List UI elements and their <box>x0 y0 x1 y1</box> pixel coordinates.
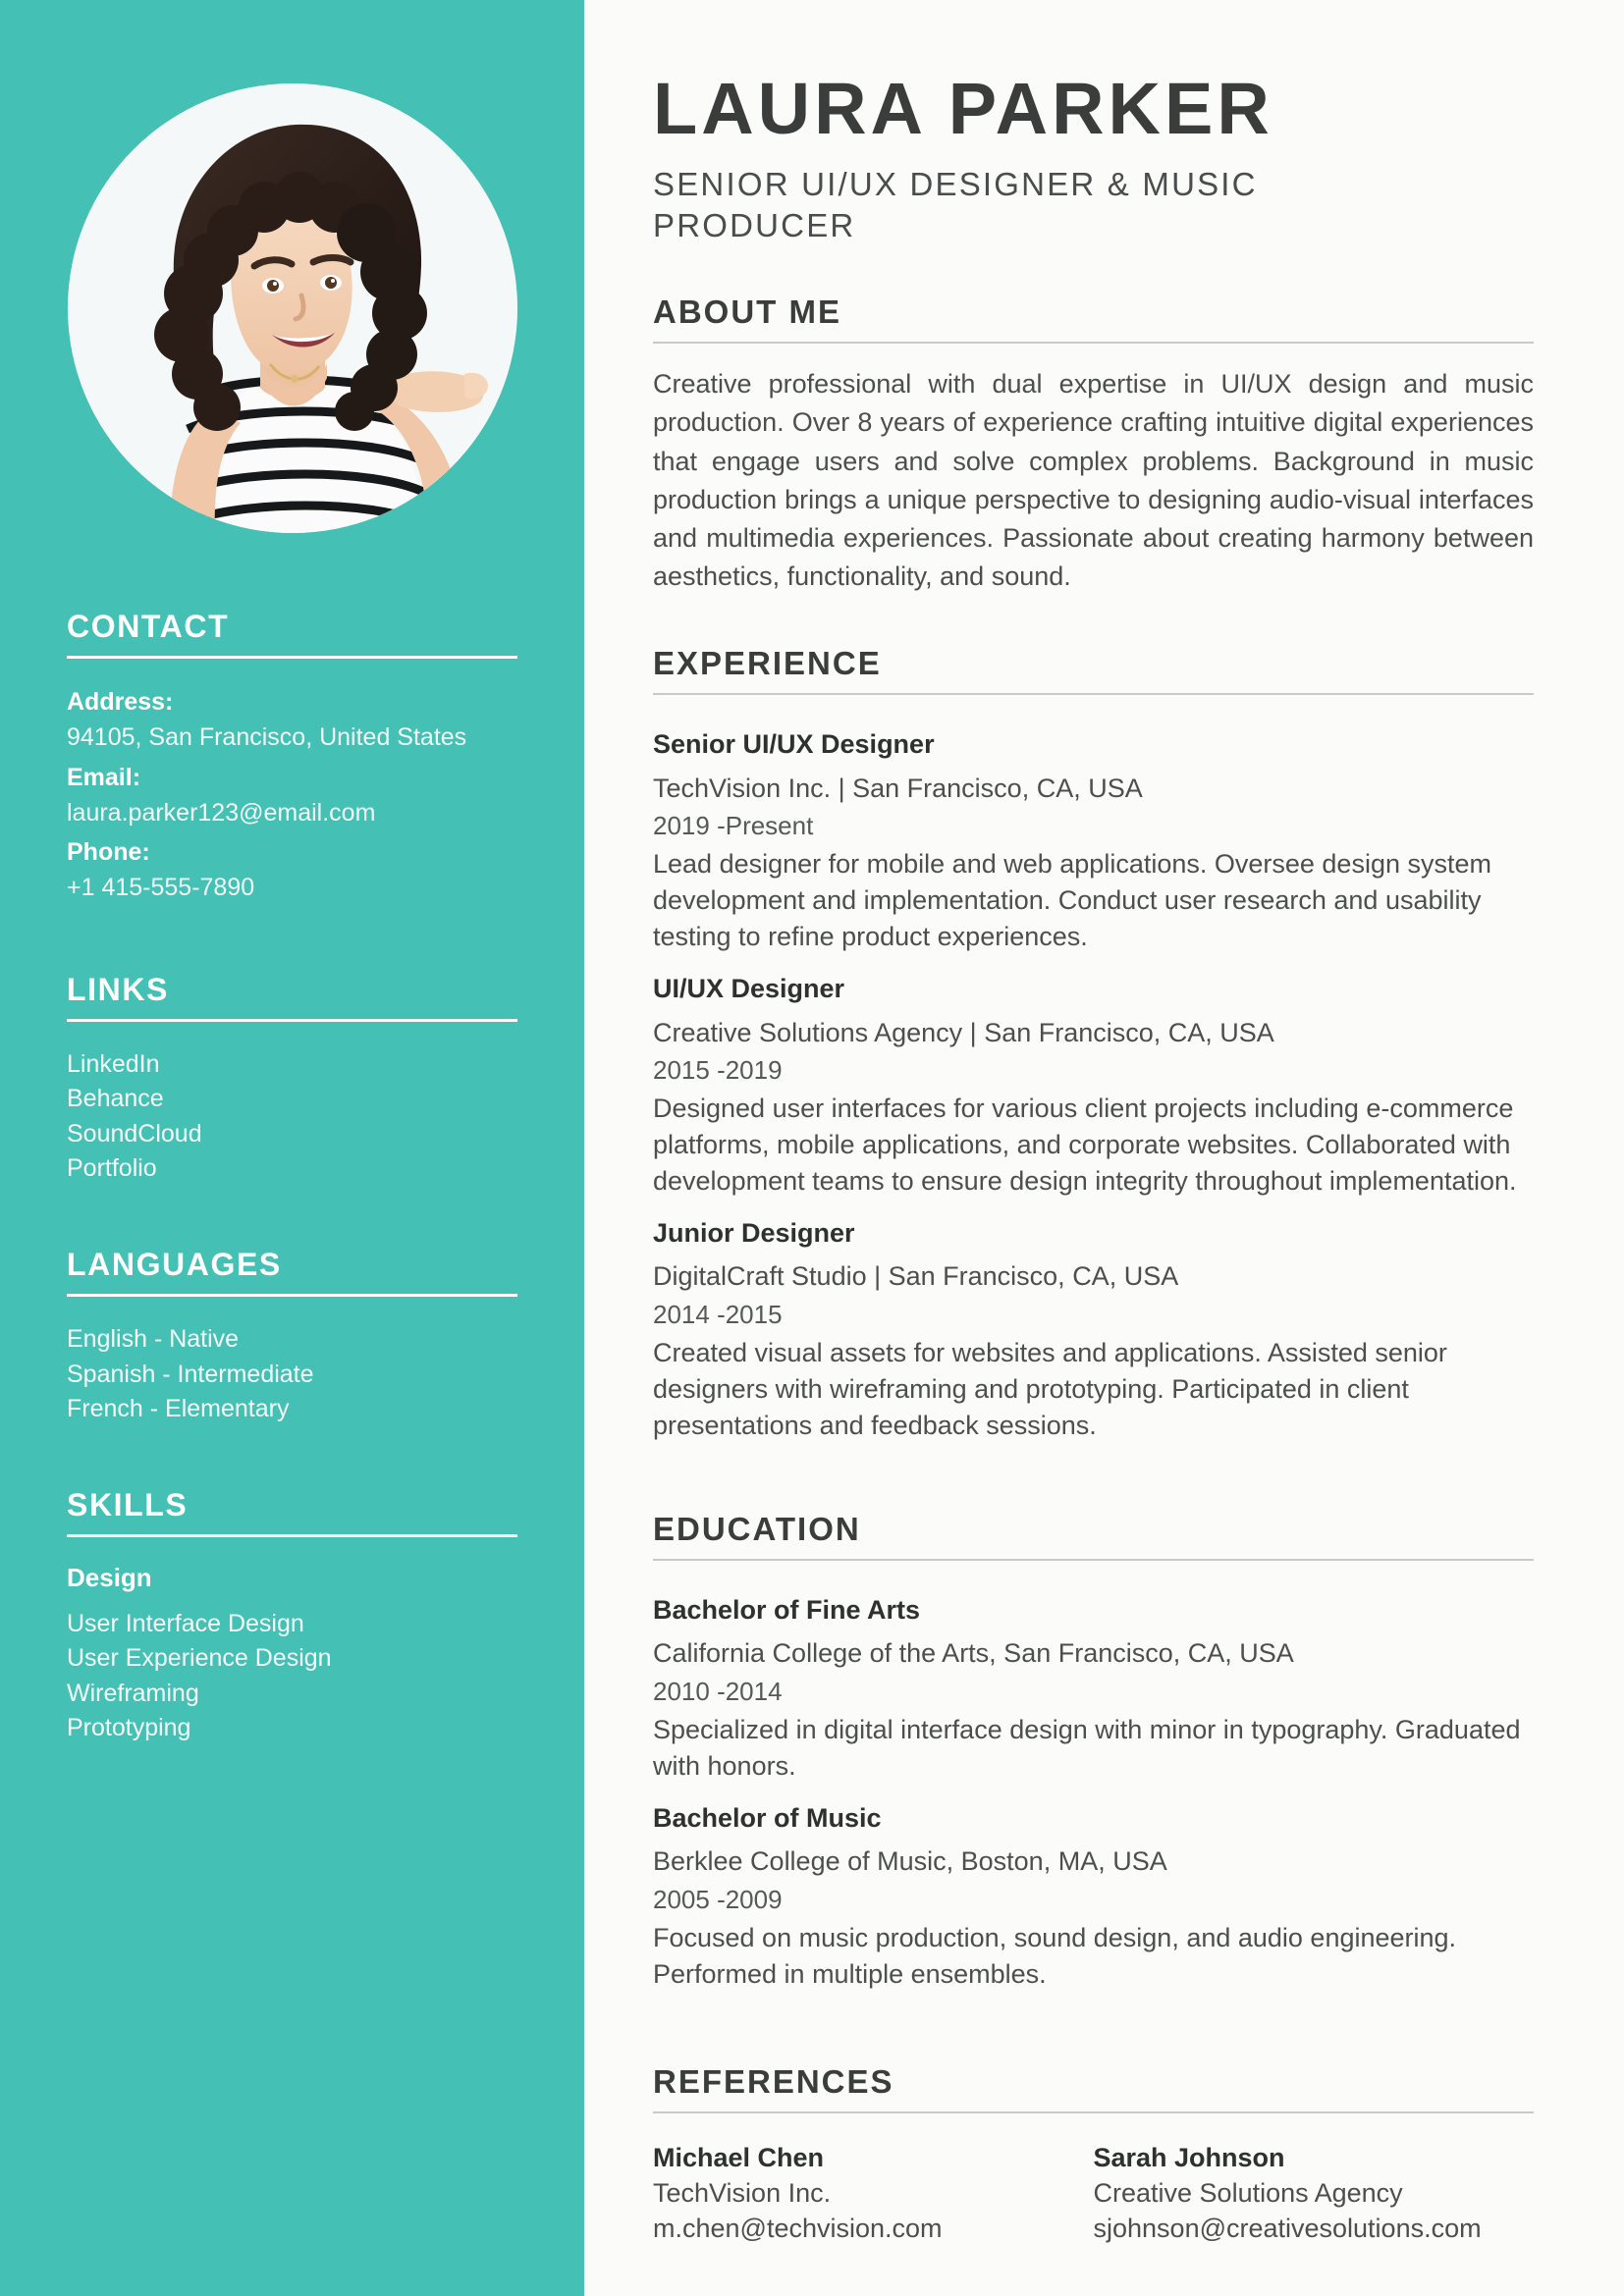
experience-section <box>653 645 1534 1444</box>
education-dates: 2010 -2014 <box>653 1676 783 1706</box>
education-divider <box>653 1559 1534 1561</box>
experience-description: Lead designer for mobile and web applications. Oversee design system development and implementation. Conduct user research and usability testing to refine product experiences. <box>653 849 1491 952</box>
profile-photo <box>68 83 517 533</box>
experience-org: Creative Solutions Agency | San Francisco, CA, USA <box>653 1017 1274 1047</box>
education-title: Bachelor of Fine Arts <box>653 1594 921 1625</box>
education-heading: EDUCATION <box>653 1510 861 1547</box>
languages-heading: LANGUAGES <box>67 1246 282 1282</box>
about-heading: ABOUT ME <box>653 294 841 331</box>
education-entry <box>653 1790 1534 1993</box>
language-item-french: French - Elementary <box>67 1395 290 1423</box>
link-item-linkedin[interactable]: LinkedIn <box>67 1049 160 1078</box>
education-title: Bachelor of Music <box>653 1802 882 1833</box>
skill-item-ui-design: User Interface Design <box>67 1609 304 1637</box>
link-item-behance[interactable]: Behance <box>67 1085 164 1113</box>
reference-email[interactable]: sjohnson@creativesolutions.com <box>1093 2213 1482 2243</box>
skills-divider <box>67 1534 517 1537</box>
about-divider <box>653 342 1534 344</box>
experience-title: Senior UI/UX Designer <box>653 729 935 760</box>
education-description: Focused on music production, sound design, and audio engineering. Performed in multiple ensembles. <box>653 1922 1457 1989</box>
phone-value[interactable]: +1 415-555-7890 <box>67 874 255 902</box>
skill-item-wireframing: Wireframing <box>67 1679 199 1707</box>
skills-heading: SKILLS <box>67 1486 189 1522</box>
links-heading: LINKS <box>67 971 169 1007</box>
candidate-name: LAURA PARKER <box>653 68 1273 149</box>
contact-section <box>0 610 584 910</box>
languages-divider <box>67 1294 517 1297</box>
experience-dates: 2015 -2019 <box>653 1055 783 1086</box>
references-divider <box>653 2111 1534 2113</box>
education-org: Berklee College of Music, Boston, MA, USA <box>653 1846 1167 1877</box>
languages-section <box>0 1248 584 1427</box>
contact-divider <box>67 656 517 659</box>
link-item-portfolio[interactable]: Portfolio <box>67 1154 157 1183</box>
experience-heading: EXPERIENCE <box>653 645 882 682</box>
experience-org: DigitalCraft Studio | San Francisco, CA, USA <box>653 1261 1179 1292</box>
skill-item-ux-design: User Experience Design <box>67 1644 332 1673</box>
reference-company: TechVision Inc. <box>653 2177 832 2208</box>
experience-dates: 2014 -2015 <box>653 1299 783 1329</box>
reference-name: Michael Chen <box>653 2142 825 2172</box>
education-section <box>653 1511 1534 1993</box>
portrait-illustration <box>68 83 517 533</box>
language-item-spanish: Spanish - Intermediate <box>67 1360 314 1388</box>
link-item-soundcloud[interactable]: SoundCloud <box>67 1119 202 1148</box>
language-item-english: English - Native <box>67 1325 240 1354</box>
experience-divider <box>653 693 1534 695</box>
skills-section <box>0 1488 584 1746</box>
reference-item <box>653 2135 1094 2247</box>
skill-item-prototyping: Prototyping <box>67 1714 191 1742</box>
experience-entry <box>653 717 1534 955</box>
experience-entry <box>653 1205 1534 1444</box>
experience-description: Designed user interfaces for various client projects including e-commerce platforms, mobile applications, and corporate websites. Collaborated with development teams to ensure design integrity throughout implementation. <box>653 1093 1517 1196</box>
education-org: California College of the Arts, San Francisco, CA, USA <box>653 1638 1294 1669</box>
reference-email[interactable]: m.chen@techvision.com <box>653 2213 943 2243</box>
links-section <box>0 973 584 1187</box>
about-section <box>653 294 1534 596</box>
education-dates: 2005 -2009 <box>653 1884 783 1914</box>
reference-company: Creative Solutions Agency <box>1093 2177 1403 2208</box>
sidebar <box>0 0 584 2296</box>
experience-entry <box>653 961 1534 1200</box>
experience-title: UI/UX Designer <box>653 974 845 1004</box>
links-divider <box>67 1019 517 1022</box>
references-section <box>653 2063 1534 2247</box>
experience-org: TechVision Inc. | San Francisco, CA, USA <box>653 773 1143 803</box>
candidate-subtitle: SENIOR UI/UX DESIGNER & MUSIC PRODUCER <box>653 165 1258 244</box>
address-value: 94105, San Francisco, United States <box>67 723 467 752</box>
experience-description: Created visual assets for websites and applications. Assisted senior designers with wireframing and prototyping. Participated in client presentations and feedback sessions. <box>653 1337 1447 1440</box>
education-entry <box>653 1582 1534 1785</box>
references-heading: REFERENCES <box>653 2062 894 2100</box>
email-label: Email: <box>67 763 141 791</box>
skills-group-name: Design <box>67 1562 152 1592</box>
contact-heading: CONTACT <box>67 609 230 644</box>
reference-name: Sarah Johnson <box>1093 2142 1285 2172</box>
education-description: Specialized in digital interface design with minor in typography. Graduated with honors. <box>653 1714 1521 1781</box>
phone-label: Phone: <box>67 838 150 867</box>
email-value[interactable]: laura.parker123@email.com <box>67 798 376 827</box>
main-content <box>584 0 1624 2296</box>
experience-dates: 2019 -Present <box>653 811 814 841</box>
about-text: Creative professional with dual expertise in UI/UX design and music production. Over 8 years of experience crafting intuitive digital experiences that engage users and solve complex problems. Background in music production brings a unique perspective to designing audio-visual interfaces and multimedia experiences. Passionate about creating harmony between aesthetics, functionality, and sound. <box>653 369 1534 592</box>
reference-item <box>1094 2135 1535 2247</box>
address-label: Address: <box>67 688 174 717</box>
references-list <box>653 2135 1534 2247</box>
experience-title: Junior Designer <box>653 1217 855 1248</box>
